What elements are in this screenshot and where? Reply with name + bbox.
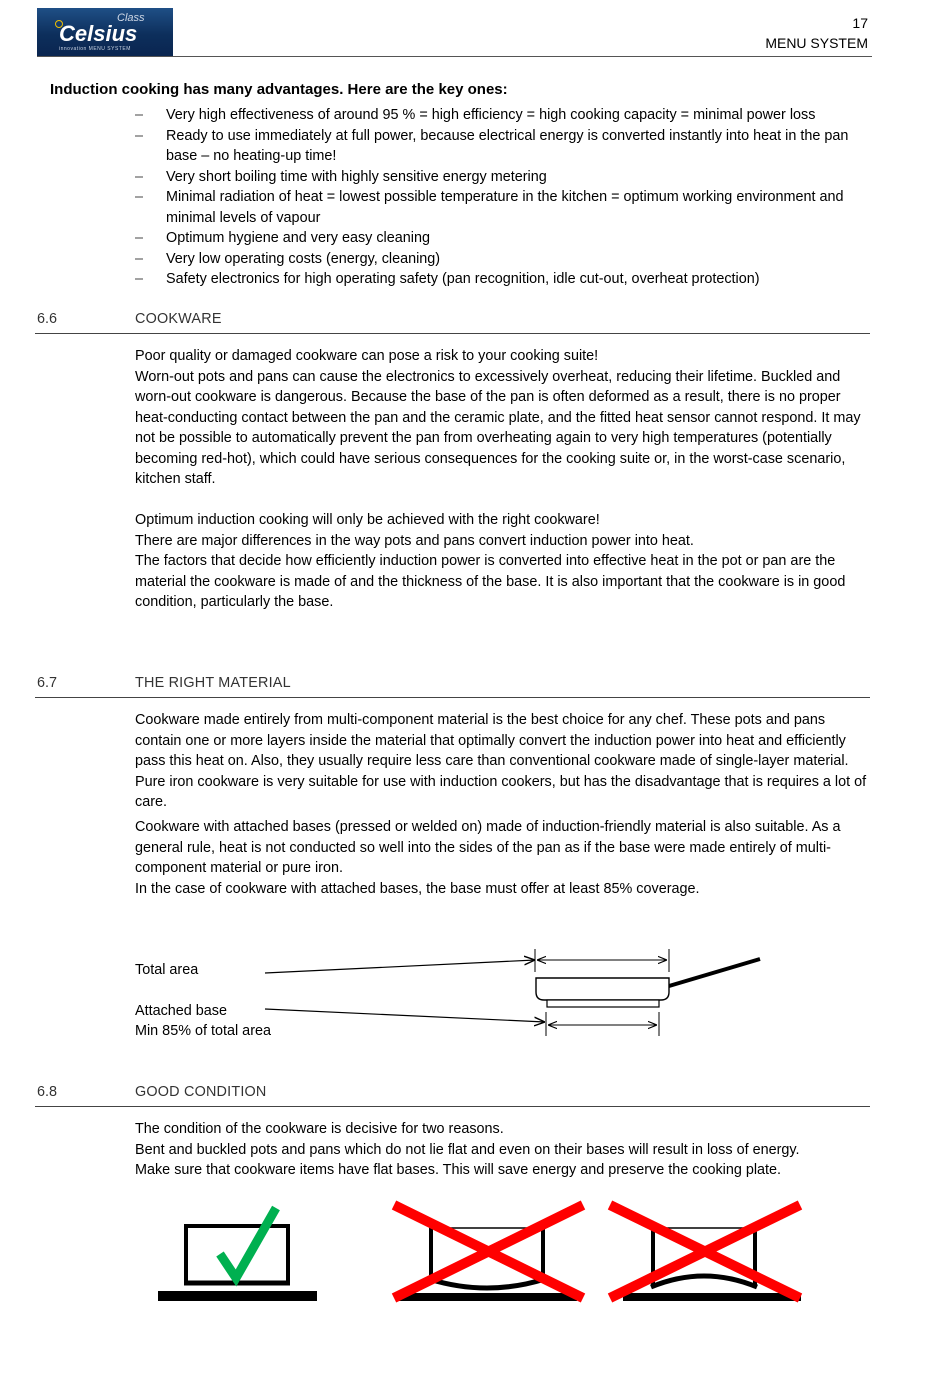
dash-bullet: – bbox=[135, 168, 144, 185]
material-paragraph-2: Cookware with attached bases (pressed or welded on) made of induction-friendly material is also suitable. As a general rule, heat is not conducted so well into the sides of the pan as if the base were made entirely of multi-component material or pure iron. In the case of cookware with attached bases, the base must offer at least 85% coverage. bbox=[135, 819, 841, 897]
dash-bullet: – bbox=[135, 250, 144, 267]
advantages-list bbox=[135, 105, 875, 290]
section-title-good-condition: GOOD CONDITION bbox=[135, 1084, 267, 1100]
list-item-text: Very high effectiveness of around 95 % = high efficiency = high cooking capacity = minimal power loss bbox=[166, 107, 816, 123]
section-rule bbox=[35, 333, 870, 334]
pan-handle bbox=[669, 959, 760, 986]
header-section-name: MENU SYSTEM bbox=[765, 35, 868, 51]
check-icon bbox=[220, 1208, 276, 1278]
attached-base-leader-line bbox=[265, 1009, 545, 1022]
section-number-6-6: 6.6 bbox=[37, 311, 58, 327]
flat-pot-correct bbox=[158, 1208, 317, 1301]
attached-base-label: Attached base bbox=[135, 1003, 228, 1019]
list-item-text: Very low operating costs (energy, cleaning) bbox=[166, 250, 441, 267]
header-rule bbox=[37, 56, 872, 57]
intro-title: Induction cooking has many advantages. Here are the key ones: bbox=[50, 81, 508, 98]
list-item bbox=[135, 187, 875, 228]
list-item bbox=[135, 105, 875, 126]
concave-pot-wrong bbox=[610, 1205, 801, 1301]
dash-bullet: – bbox=[135, 107, 144, 123]
section-number-6-8: 6.8 bbox=[37, 1084, 58, 1100]
attached-base-shape bbox=[547, 1000, 659, 1007]
list-item-text: Ready to use immediately at full power, because electrical energy is converted instantly into heat in the pan base – no heating-up time! bbox=[166, 127, 849, 164]
dash-bullet: – bbox=[135, 271, 144, 287]
section-title-cookware: COOKWARE bbox=[135, 311, 222, 327]
logo-brand: Celsius bbox=[59, 21, 138, 46]
list-item-text: Safety electronics for high operating safety (pan recognition, idle cut-out, overheat protection) bbox=[166, 271, 760, 287]
celsius-logo bbox=[37, 8, 173, 56]
total-area-leader-line bbox=[265, 960, 535, 973]
list-item bbox=[135, 228, 875, 249]
list-item bbox=[135, 269, 875, 290]
list-item bbox=[135, 249, 875, 270]
dash-bullet: – bbox=[135, 230, 144, 246]
min-coverage-label: Min 85% of total area bbox=[135, 1023, 271, 1039]
section-title-right-material: THE RIGHT MATERIAL bbox=[135, 675, 291, 691]
cookware-paragraph-1: Poor quality or damaged cookware can pose a risk to your cooking suite! Worn-out pots and pans can cause the electronics to excessively overheat, reducing their lifetime. Buckled and worn-out cookware is dangerous. Because the base of the pan is often deformed as a result, there is no proper heat-conducting contact between the pan and the ceramic plate, and the fitted heat sensor cannot respond. It may not be possible to automatically prevent the pan from overheating again to very high temperatures (potentially becoming red-hot), which could have serious consequences for the cooking suite or, in the worst-case scenario, kitchen staff. bbox=[135, 348, 861, 487]
total-area-label: Total area bbox=[135, 962, 199, 978]
logo-tagline: innovation MENU SYSTEM bbox=[59, 46, 131, 52]
dash-bullet: – bbox=[135, 127, 144, 144]
list-item-text: Very short boiling time with highly sensitive energy metering bbox=[166, 168, 547, 185]
list-item-text: Optimum hygiene and very easy cleaning bbox=[166, 230, 430, 246]
condition-paragraph: The condition of the cookware is decisive for two reasons. Bent and buckled pots and pans which do not lie flat and even on their bases will result in loss of energy. Make sure that cookware items have flat bases. This will save energy and preserve the cooking plate. bbox=[135, 1121, 800, 1178]
section-rule bbox=[35, 697, 870, 698]
dash-bullet: – bbox=[135, 189, 144, 205]
list-item-text: Minimal radiation of heat = lowest possible temperature in the kitchen = optimum working environment and minimal levels of vapour bbox=[166, 189, 844, 226]
convex-pot-wrong bbox=[394, 1205, 583, 1301]
list-item bbox=[135, 126, 875, 167]
section-rule bbox=[35, 1106, 870, 1107]
section-number-6-7: 6.7 bbox=[37, 675, 58, 691]
page-number: 17 bbox=[852, 15, 868, 31]
material-paragraph-1: Cookware made entirely from multi-component material is the best choice for any chef. These pots and pans contain one or more layers inside the material that optimally convert the induction power into heat and efficiently pass this heat on. Also, they usually require less care than conventional cookware made of single-layer material. Pure iron cookware is very suitable for use with induction cookers, but has the disadvantage that is requires a lot of care. bbox=[135, 712, 867, 810]
cookware-condition-illustrations bbox=[0, 1195, 950, 1315]
cookware-paragraph-2: Optimum induction cooking will only be achieved with the right cookware! There are major differences in the way pots and pans convert induction power into heat. The factors that decide how efficiently induction power is converted into effective heat in the pot or pan are the material the cookware is made of and the thickness of the base. It is also important that the cookware is in good condition, particularly the base. bbox=[135, 512, 846, 610]
pan-icon bbox=[536, 978, 669, 1000]
list-item bbox=[135, 167, 875, 188]
logo-class: Class bbox=[117, 12, 145, 24]
pan-coverage-diagram bbox=[0, 940, 950, 1050]
